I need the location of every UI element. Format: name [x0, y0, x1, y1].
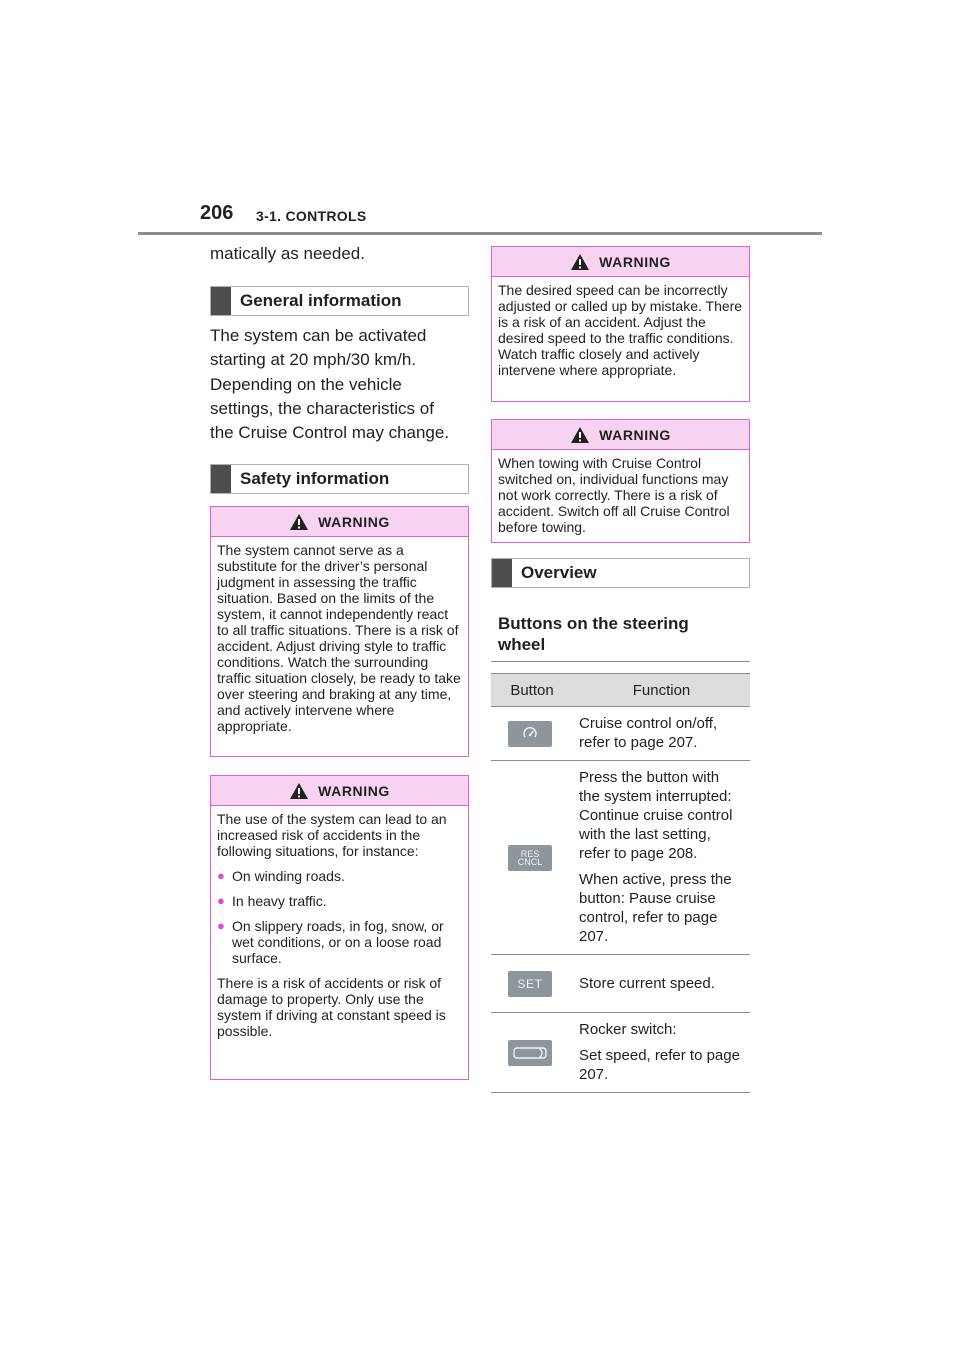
- list-item-text: On slippery roads, in fog, snow, or wet conditions, or on a loose road surface.: [232, 918, 444, 966]
- warning-header: [492, 420, 749, 450]
- function-text: Set speed, refer to page 207.: [579, 1047, 740, 1083]
- warning-text: [492, 450, 749, 541]
- table-row: [491, 761, 750, 955]
- bullet-icon: ●: [217, 868, 225, 883]
- characteristics-paragraph: Depending on the vehicle settings, the characteristics of the Cruise Control may change.: [210, 375, 450, 442]
- warning-triangle-icon: [570, 253, 590, 271]
- button-cell: [491, 707, 573, 761]
- warning-text: [211, 537, 468, 740]
- button-cell: [491, 761, 573, 955]
- warning-header: [211, 776, 468, 806]
- warning-paragraph: The system cannot serve as a substitute for the driver’s personal judgment in assessing the traffic situation. Based on the limits of the system, it cannot independently react to all traffic situations. There is a risk of accident. Adjust driving style to traffic conditions. Watch the surrounding traffic situation closely, be ready to take over steering and braking at any time, and actively intervene where appropriate.: [217, 542, 461, 734]
- list-item-text: On winding roads.: [232, 868, 345, 884]
- warning-text: [492, 277, 749, 384]
- section-title: 3-1. CONTROLS: [256, 208, 367, 224]
- cruise-control-icon: [508, 721, 552, 747]
- set-icon: [508, 971, 552, 997]
- heading-text: Overview: [521, 563, 597, 582]
- warning-text: [211, 806, 468, 1045]
- table-row: [491, 955, 750, 1013]
- safety-information-heading: [210, 464, 469, 494]
- warning-outro: There is a risk of accidents or risk of damage to property. Only use the system if driving at constant speed is possible.: [217, 975, 446, 1039]
- warning-box-desired-speed: [491, 246, 750, 402]
- warning-title: WARNING: [599, 426, 671, 443]
- list-item: [217, 893, 462, 909]
- warning-triangle-icon: [570, 426, 590, 444]
- activation-paragraph: The system can be activated starting at 20 mph/30 km/h.: [210, 326, 427, 369]
- function-cell: [573, 955, 750, 1013]
- function-text: Press the button with the system interrupted: Continue cruise control with the last setting, refer to page 208.: [579, 769, 733, 862]
- list-item-text: In heavy traffic.: [232, 893, 327, 909]
- warning-triangle-icon: [289, 513, 309, 531]
- warning-paragraph: The desired speed can be incorrectly adjusted or called up by mistake. There is a risk of an accident. Adjust the desired speed to the traffic conditions. Watch traffic closely and actively intervene where appropriate.: [498, 282, 743, 378]
- list-item: [217, 868, 462, 884]
- function-cell: [573, 761, 750, 955]
- set-label: SET: [517, 976, 543, 991]
- button-cell: [491, 1013, 573, 1093]
- rocker-switch-icon: [508, 1040, 552, 1066]
- table-header-row: [491, 674, 750, 707]
- page-number: 206: [200, 202, 234, 224]
- function-text: Cruise control on/off, refer to page 207.: [579, 715, 718, 751]
- continued-text: matically as needed.: [210, 244, 365, 263]
- heading-bar: [211, 287, 231, 315]
- general-information-heading: [210, 286, 469, 316]
- column-header-function: Function: [573, 674, 750, 707]
- subheading-rule: [491, 661, 750, 662]
- warning-paragraph: When towing with Cruise Control switched on, individual functions may not work correctly. There is a risk of accident. Switch off all Cruise Control before towing.: [498, 455, 730, 535]
- function-text: Store current speed.: [579, 974, 715, 992]
- res-label: RES: [520, 848, 540, 859]
- list-item: [217, 918, 462, 966]
- button-cell: [491, 955, 573, 1013]
- warning-title: WARNING: [318, 782, 390, 799]
- header-divider: [138, 232, 822, 235]
- column-header-button: Button: [491, 674, 573, 707]
- heading-bar: [492, 559, 512, 587]
- warning-title: WARNING: [599, 253, 671, 270]
- warning-triangle-icon: [289, 782, 309, 800]
- heading-text: Safety information: [240, 469, 390, 488]
- buttons-table: [491, 673, 750, 1093]
- res-cncl-icon: [508, 845, 552, 871]
- heading-bar: [211, 465, 231, 493]
- overview-heading: [491, 558, 750, 588]
- bullet-icon: ●: [217, 893, 225, 908]
- bullet-icon: ●: [217, 918, 225, 933]
- cncl-label: CNCL: [517, 856, 543, 867]
- buttons-subheading: Buttons on the steering wheel: [498, 614, 689, 654]
- function-text: When active, press the button: Pause cruise control, refer to page 207.: [579, 871, 732, 945]
- warning-box-towing: [491, 419, 750, 543]
- table-row: [491, 707, 750, 761]
- warning-title: WARNING: [318, 513, 390, 530]
- heading-text: General information: [240, 291, 402, 310]
- function-cell: [573, 1013, 750, 1093]
- warning-box-increased-risk: [210, 775, 469, 1080]
- function-cell: [573, 707, 750, 761]
- warning-header: [492, 247, 749, 277]
- warning-intro: The use of the system can lead to an increased risk of accidents in the following situations, for instance:: [217, 811, 447, 859]
- function-text: Rocker switch:: [579, 1021, 677, 1038]
- table-row: [491, 1013, 750, 1093]
- warning-box-substitute: [210, 506, 469, 757]
- warning-header: [211, 507, 468, 537]
